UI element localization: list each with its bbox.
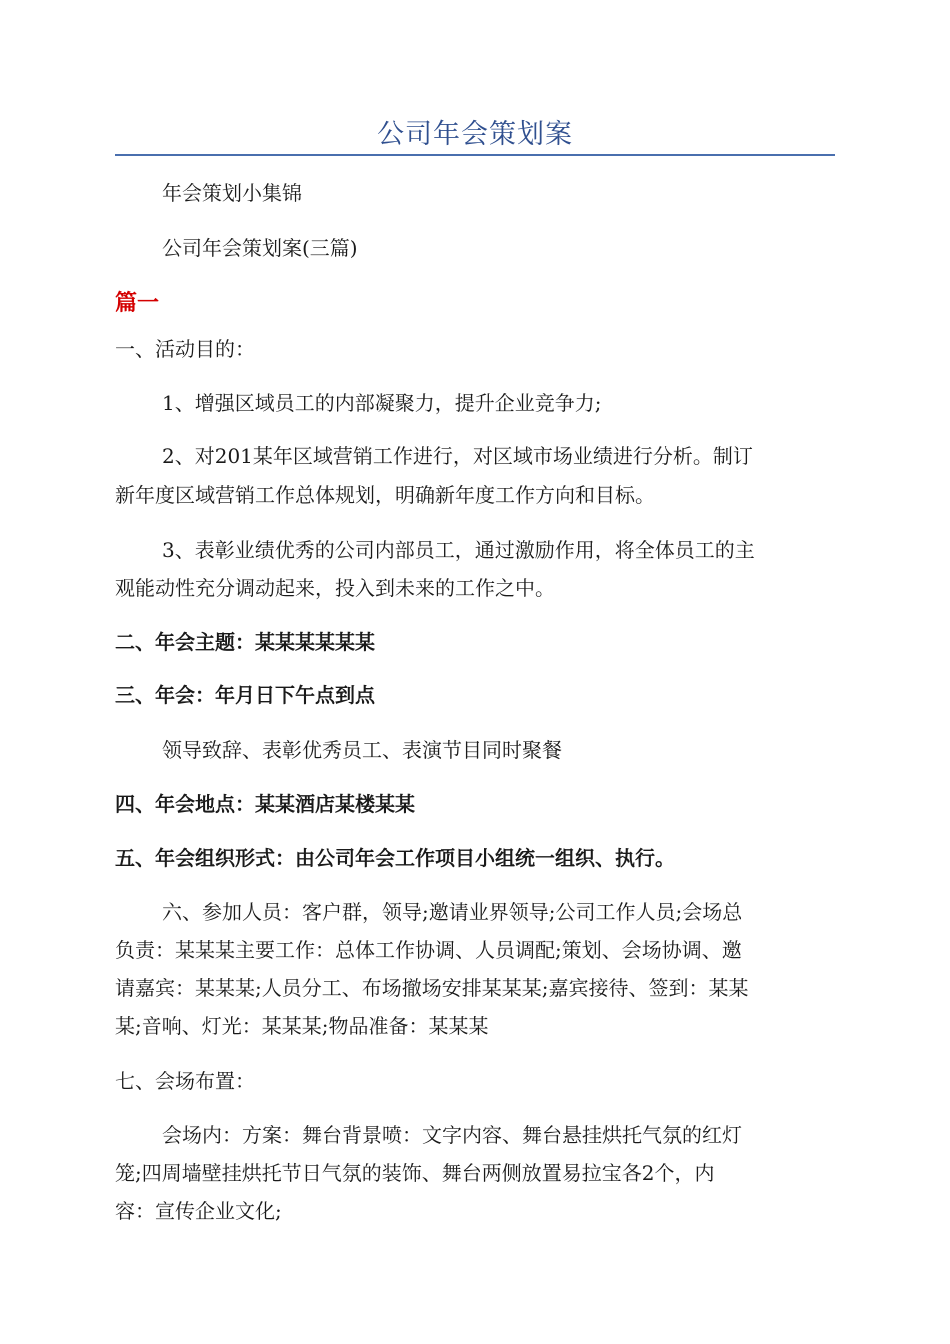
title-divider <box>115 154 835 156</box>
section-1-item-2-line-2: 新年度区域营销工作总体规划，明确新年度工作方向和目标。 <box>115 483 655 507</box>
section-1-heading: 一、活动目的： <box>115 337 255 361</box>
section-1-item-2-line-1: 2、对201某年区域营销工作进行，对区域市场业绩进行分析。制订 <box>162 444 753 468</box>
section-7-line-3: 容：宣传企业文化; <box>115 1199 282 1223</box>
section-6-line-4: 某;音响、灯光：某某某;物品准备：某某某 <box>115 1014 489 1038</box>
section-label: 篇一 <box>115 290 160 316</box>
section-5-heading: 五、年会组织形式：由公司年会工作项目小组统一组织、执行。 <box>115 846 675 870</box>
section-3-body: 领导致辞、表彰优秀员工、表演节目同时聚餐 <box>162 738 562 762</box>
page-title: 公司年会策划案 <box>377 119 573 150</box>
section-7-line-1: 会场内：方案：舞台背景喷：文字内容、舞台悬挂烘托气氛的红灯 <box>162 1123 742 1147</box>
section-7-heading: 七、会场布置： <box>115 1069 255 1093</box>
section-7-line-2: 笼;四周墙壁挂烘托节日气氛的装饰、舞台两侧放置易拉宝各2个，内 <box>115 1161 715 1185</box>
section-6-line-2: 负责：某某某主要工作：总体工作协调、人员调配;策划、会场协调、邀 <box>115 938 742 962</box>
section-4-heading: 四、年会地点：某某酒店某楼某某 <box>115 792 415 816</box>
section-1-item-3-line-2: 观能动性充分调动起来，投入到未来的工作之中。 <box>115 576 555 600</box>
section-6-line-1: 六、参加人员：客户群，领导;邀请业界领导;公司工作人员;会场总 <box>162 900 743 924</box>
section-1-item-3-line-1: 3、表彰业绩优秀的公司内部员工，通过激励作用，将全体员工的主 <box>162 538 755 562</box>
section-1-item-1: 1、增强区域员工的内部凝聚力，提升企业竞争力; <box>162 391 602 415</box>
section-6-line-3: 请嘉宾：某某某;人员分工、布场撤场安排某某某;嘉宾接待、签到：某某 <box>115 976 749 1000</box>
section-2-heading: 二、年会主题：某某某某某某 <box>115 630 375 654</box>
intro-line-1: 年会策划小集锦 <box>162 181 302 205</box>
intro-line-2: 公司年会策划案(三篇) <box>162 236 358 260</box>
section-3-heading: 三、年会：年月日下午点到点 <box>115 683 375 707</box>
